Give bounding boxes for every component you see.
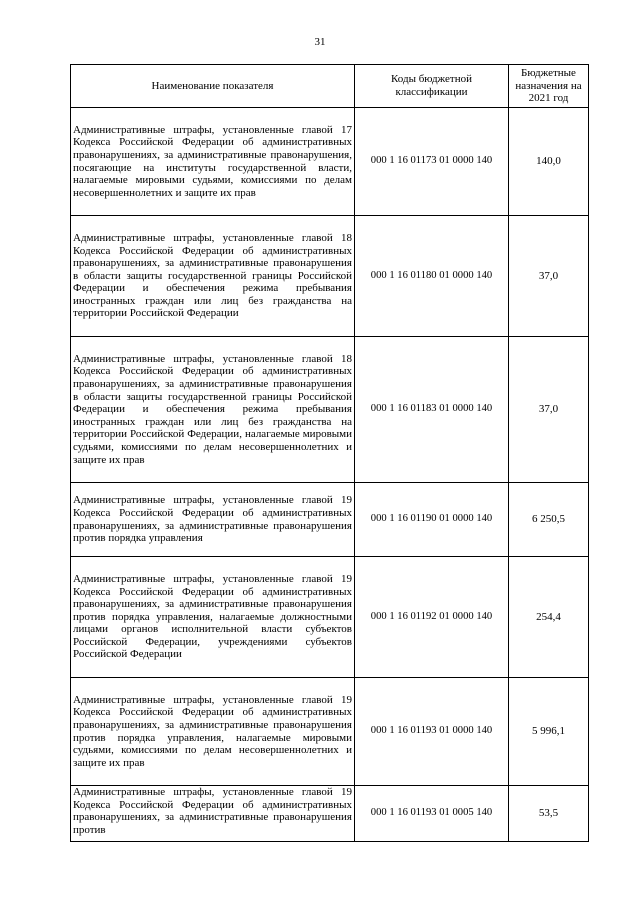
row-budget-amount: 254,4 [509,557,589,678]
row-budget-amount: 37,0 [509,216,589,337]
page-number: 31 [314,36,326,48]
table-header-row [71,65,589,108]
table-row [71,483,589,557]
table-row [71,557,589,678]
row-indicator-name: Административные штрафы, установленные главой 17 Кодекса Российской Федерации об административных правонарушениях, за административные правонарушения, посягающие на институты государственной власти, налагаемые мировыми судьями, комиссиями по делам несовершеннолетних и защите их прав [71,108,355,216]
row-budget-code: 000 1 16 01193 01 0005 140 [355,786,509,842]
table-row [71,337,589,483]
row-indicator-name: Административные штрафы, установленные главой 19 Кодекса Российской Федерации об административных правонарушениях, за административные правонарушения против порядка управления [71,483,355,557]
row-budget-code: 000 1 16 01190 01 0000 140 [355,483,509,557]
header-indicator-name: Наименование показателя [71,65,355,108]
row-budget-amount: 6 250,5 [509,483,589,557]
row-indicator-name: Административные штрафы, установленные главой 19 Кодекса Российской Федерации об административных правонарушениях, за административные правонарушения против [71,786,355,842]
row-budget-amount: 37,0 [509,337,589,483]
table-row [71,216,589,337]
row-indicator-name: Административные штрафы, установленные главой 19 Кодекса Российской Федерации об административных правонарушениях, за административные правонарушения против порядка управления, налагаемые мировыми судьями, комиссиями по делам несовершеннолетних и защите их прав [71,678,355,786]
budget-table [70,64,589,842]
row-budget-amount: 140,0 [509,108,589,216]
row-budget-code: 000 1 16 01180 01 0000 140 [355,216,509,337]
row-budget-code: 000 1 16 01173 01 0000 140 [355,108,509,216]
table-row [71,786,589,842]
row-budget-code: 000 1 16 01183 01 0000 140 [355,337,509,483]
header-budget-amount: Бюджетные назначения на 2021 год [509,65,589,108]
row-budget-amount: 53,5 [509,786,589,842]
table-row [71,678,589,786]
table-row [71,108,589,216]
row-indicator-name: Административные штрафы, установленные главой 18 Кодекса Российской Федерации об административных правонарушениях, за административные правонарушения в области защиты государственной границы Российской Федерации и обеспечения режима пребывания иностранных граждан или лиц без гражданства на территории Российской Федерации, налагаемые мировыми судьями, комиссиями по делам несовершеннолетних и защите их прав [71,337,355,483]
row-budget-code: 000 1 16 01193 01 0000 140 [355,678,509,786]
row-budget-amount: 5 996,1 [509,678,589,786]
header-budget-codes: Коды бюджетной классификации [355,65,509,108]
row-indicator-name: Административные штрафы, установленные главой 18 Кодекса Российской Федерации об административных правонарушениях, за административные правонарушения в области защиты государственной границы Российской Федерации и обеспечения режима пребывания иностранных граждан или лиц без гражданства на территории Российской Федерации [71,216,355,337]
row-budget-code: 000 1 16 01192 01 0000 140 [355,557,509,678]
row-indicator-name: Административные штрафы, установленные главой 19 Кодекса Российской Федерации об административных правонарушениях, за административные правонарушения против порядка управления, налагаемые должностными лицами органов исполнительной власти субъектов Российской Федерации, учреждениями субъектов Российской Федерации [71,557,355,678]
